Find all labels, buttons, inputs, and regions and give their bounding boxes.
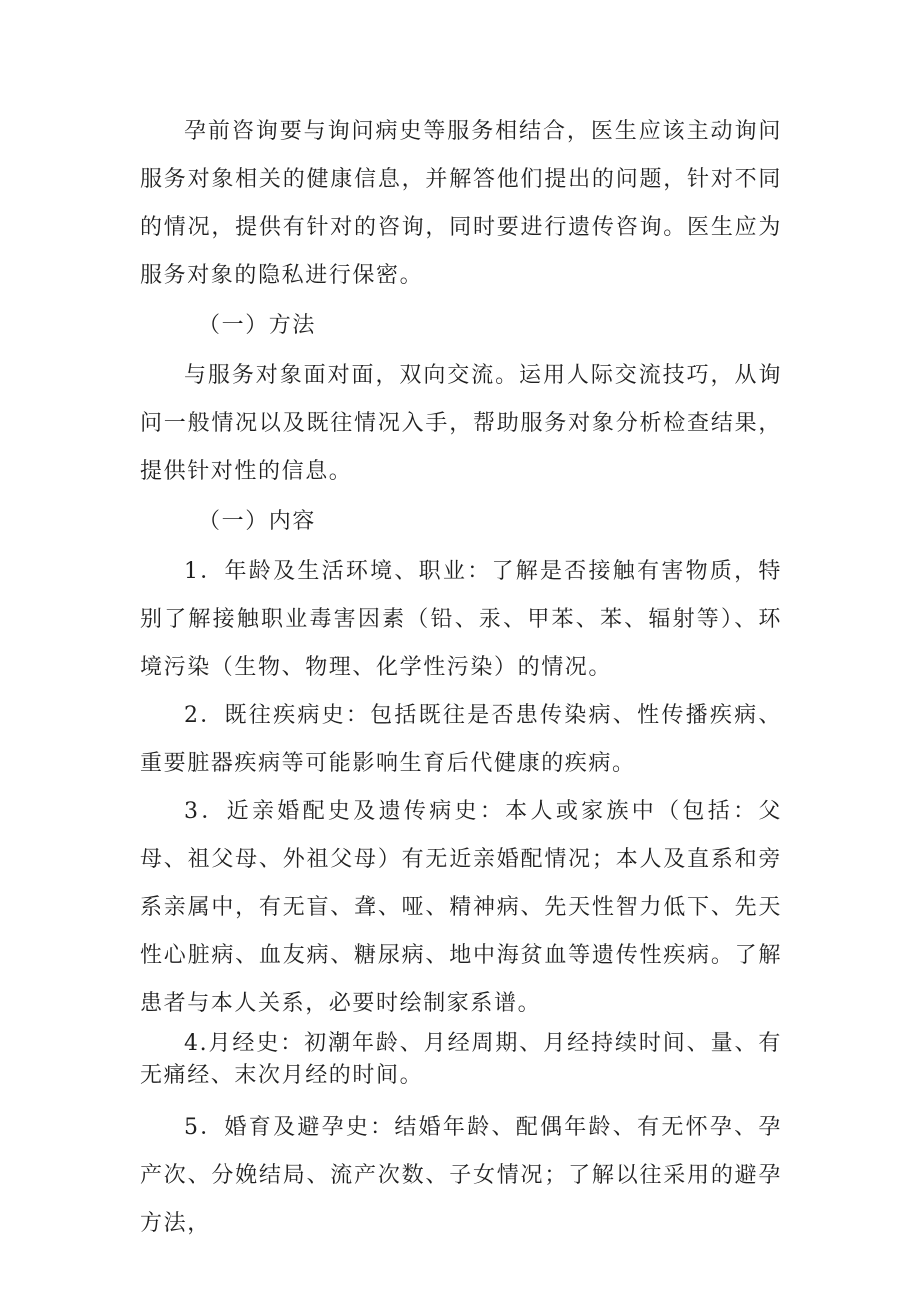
section-heading-method: （一）方法 (198, 313, 317, 338)
section-heading-content: （一）内容 (198, 509, 317, 534)
intro-paragraph: 孕前咨询要与询问病史等服务相结合，医生应该主动询问服务对象相关的健康信息，并解答他们提出的问题，针对不同的情况，提供有针对的咨询，同时要进行遗传咨询。医生应为服务对象的隐私进行保密。 (140, 119, 782, 288)
content-item-3: 3．近亲婚配史及遗传病史：本人或家族中（包括：父母、祖父母、外祖父母）有无近亲婚配情况；本人及直系和旁系亲属中，有无盲、聋、哑、精神病、先天性智力低下、先天性心脏病、血友病、糖尿病、地中海贫血等遗传性疾病。了解患者与本人关系，必要时绘制家系谱。 (140, 799, 782, 1016)
content-item-4: 4.月经史：初潮年龄、月经周期、月经持续时间、量、有无痛经、末次月经的时间。 (140, 1031, 782, 1088)
content-item-2: 2．既往疾病史：包括既往是否患传染病、性传播疾病、重要脏器疾病等可能影响生育后代健康的疾病。 (140, 703, 782, 776)
content-item-5: 5．婚育及避孕史：结婚年龄、配偶年龄、有无怀孕、孕产次、分娩结局、流产次数、子女情况；了解以往采用的避孕方法， (140, 1115, 782, 1236)
document-body (140, 108, 782, 1248)
method-paragraph: 与服务对象面对面，双向交流。运用人际交流技巧，从询问一般情况以及既往情况入手，帮助服务对象分析检查结果，提供针对性的信息。 (140, 363, 782, 484)
content-item-1: 1．年龄及生活环境、职业：了解是否接触有害物质，特别了解接触职业毒害因素（铅、汞、甲苯、苯、辐射等）、环境污染（生物、物理、化学性污染）的情况。 (140, 559, 782, 680)
